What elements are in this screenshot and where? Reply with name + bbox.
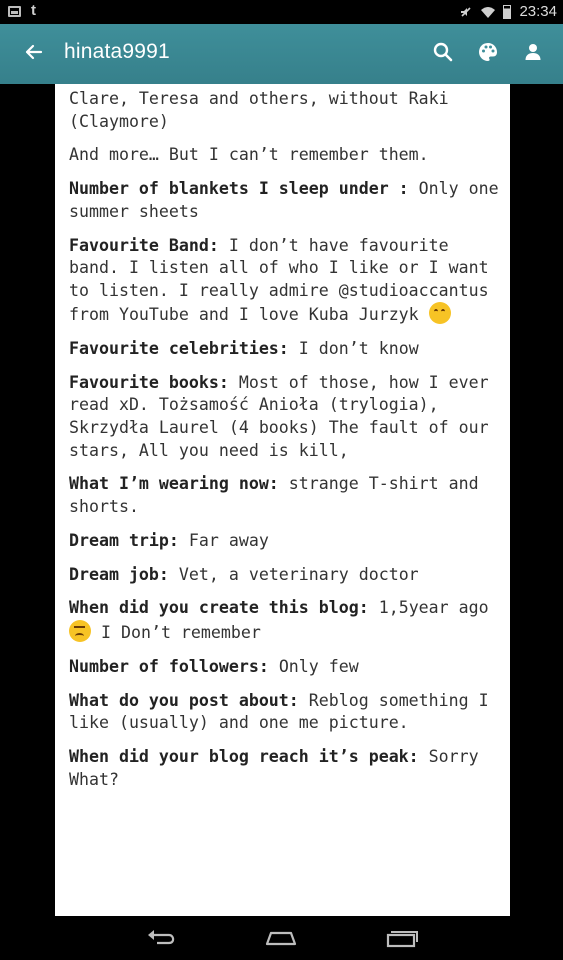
battery-icon <box>503 5 511 19</box>
worried-face-emoji-icon <box>69 620 91 642</box>
paragraph-text: And more… But I can’t remember them. <box>69 145 429 165</box>
gallery-icon <box>8 6 21 17</box>
question-label: Favourite celebrities: <box>69 339 289 359</box>
post-paragraph <box>69 597 502 644</box>
person-icon[interactable] <box>521 40 545 64</box>
post-paragraph <box>69 564 502 587</box>
answer-text: Reblog something I like (usually) and one me picture. <box>69 690 499 733</box>
system-nav-bar <box>0 916 563 960</box>
home-nav-icon[interactable] <box>264 926 298 950</box>
post-paragraph <box>69 338 502 361</box>
question-label: Dream trip: <box>69 530 179 550</box>
question-label: When did you create this blog: <box>69 598 369 618</box>
search-icon[interactable] <box>431 40 455 64</box>
post-paragraph <box>69 746 502 791</box>
back-nav-icon[interactable] <box>145 926 179 950</box>
palette-icon[interactable] <box>476 40 500 64</box>
answer-text: 1,5year ago <box>378 598 489 618</box>
post-paragraph <box>69 473 502 518</box>
question-label: What I’m wearing now: <box>69 474 279 494</box>
answer-text: Vet, a veterinary doctor <box>178 564 419 584</box>
recent-apps-icon[interactable] <box>385 926 419 950</box>
question-label: When did your blog reach it’s peak: <box>69 746 419 766</box>
question-label: Favourite Band: <box>69 235 219 255</box>
post-paragraph <box>69 235 502 327</box>
back-arrow-icon[interactable] <box>22 40 46 64</box>
answer-text: strange T-shirt and shorts. <box>69 474 489 517</box>
question-label: Number of blankets I sleep under : <box>69 179 409 199</box>
question-label: Favourite books: <box>69 372 229 392</box>
question-label: What do you post about: <box>69 690 299 710</box>
paragraph-text: Clare, Teresa and others, without Raki (Claymore) <box>69 89 459 131</box>
answer-text: Only few <box>278 656 359 676</box>
answer-text-after: I Don’t remember <box>101 622 261 642</box>
tumblr-icon: t <box>31 2 36 19</box>
app-bar <box>0 24 563 84</box>
status-right <box>459 3 557 20</box>
post-paragraph <box>69 372 502 462</box>
clock: 23:34 <box>519 3 557 20</box>
blog-title: hinata9991 <box>64 40 170 63</box>
wifi-icon <box>481 5 495 19</box>
happy-face-emoji-icon <box>429 302 451 324</box>
post-paragraph <box>69 88 502 133</box>
post-paragraph <box>69 656 502 679</box>
status-left <box>8 3 36 19</box>
post-paragraph <box>69 178 509 223</box>
mute-icon <box>459 5 473 19</box>
post-content <box>55 84 510 916</box>
question-label: Number of followers: <box>69 656 269 676</box>
answer-text: Far away <box>188 530 269 550</box>
answer-text: Sorry What? <box>69 746 489 789</box>
post-paragraph <box>69 690 502 735</box>
answer-text: I don’t know <box>298 339 419 359</box>
answer-text: Most of those, how I ever read xD. Tożsamość Anioła (trylogia), Skrzydła Laurel (4 books) The fault of our stars, All you need is kill, <box>69 372 499 460</box>
post-paragraph <box>69 144 502 167</box>
answer-text: Only one summer sheets <box>69 179 509 221</box>
question-label: Dream job: <box>69 564 169 584</box>
answer-text: I don’t have favourite band. I listen all of who I like or I want to listen. I really admire @studioaccantus from YouTube and I love Kuba Jurzyk <box>69 235 499 325</box>
post-paragraph <box>69 530 502 553</box>
status-bar <box>0 0 563 24</box>
